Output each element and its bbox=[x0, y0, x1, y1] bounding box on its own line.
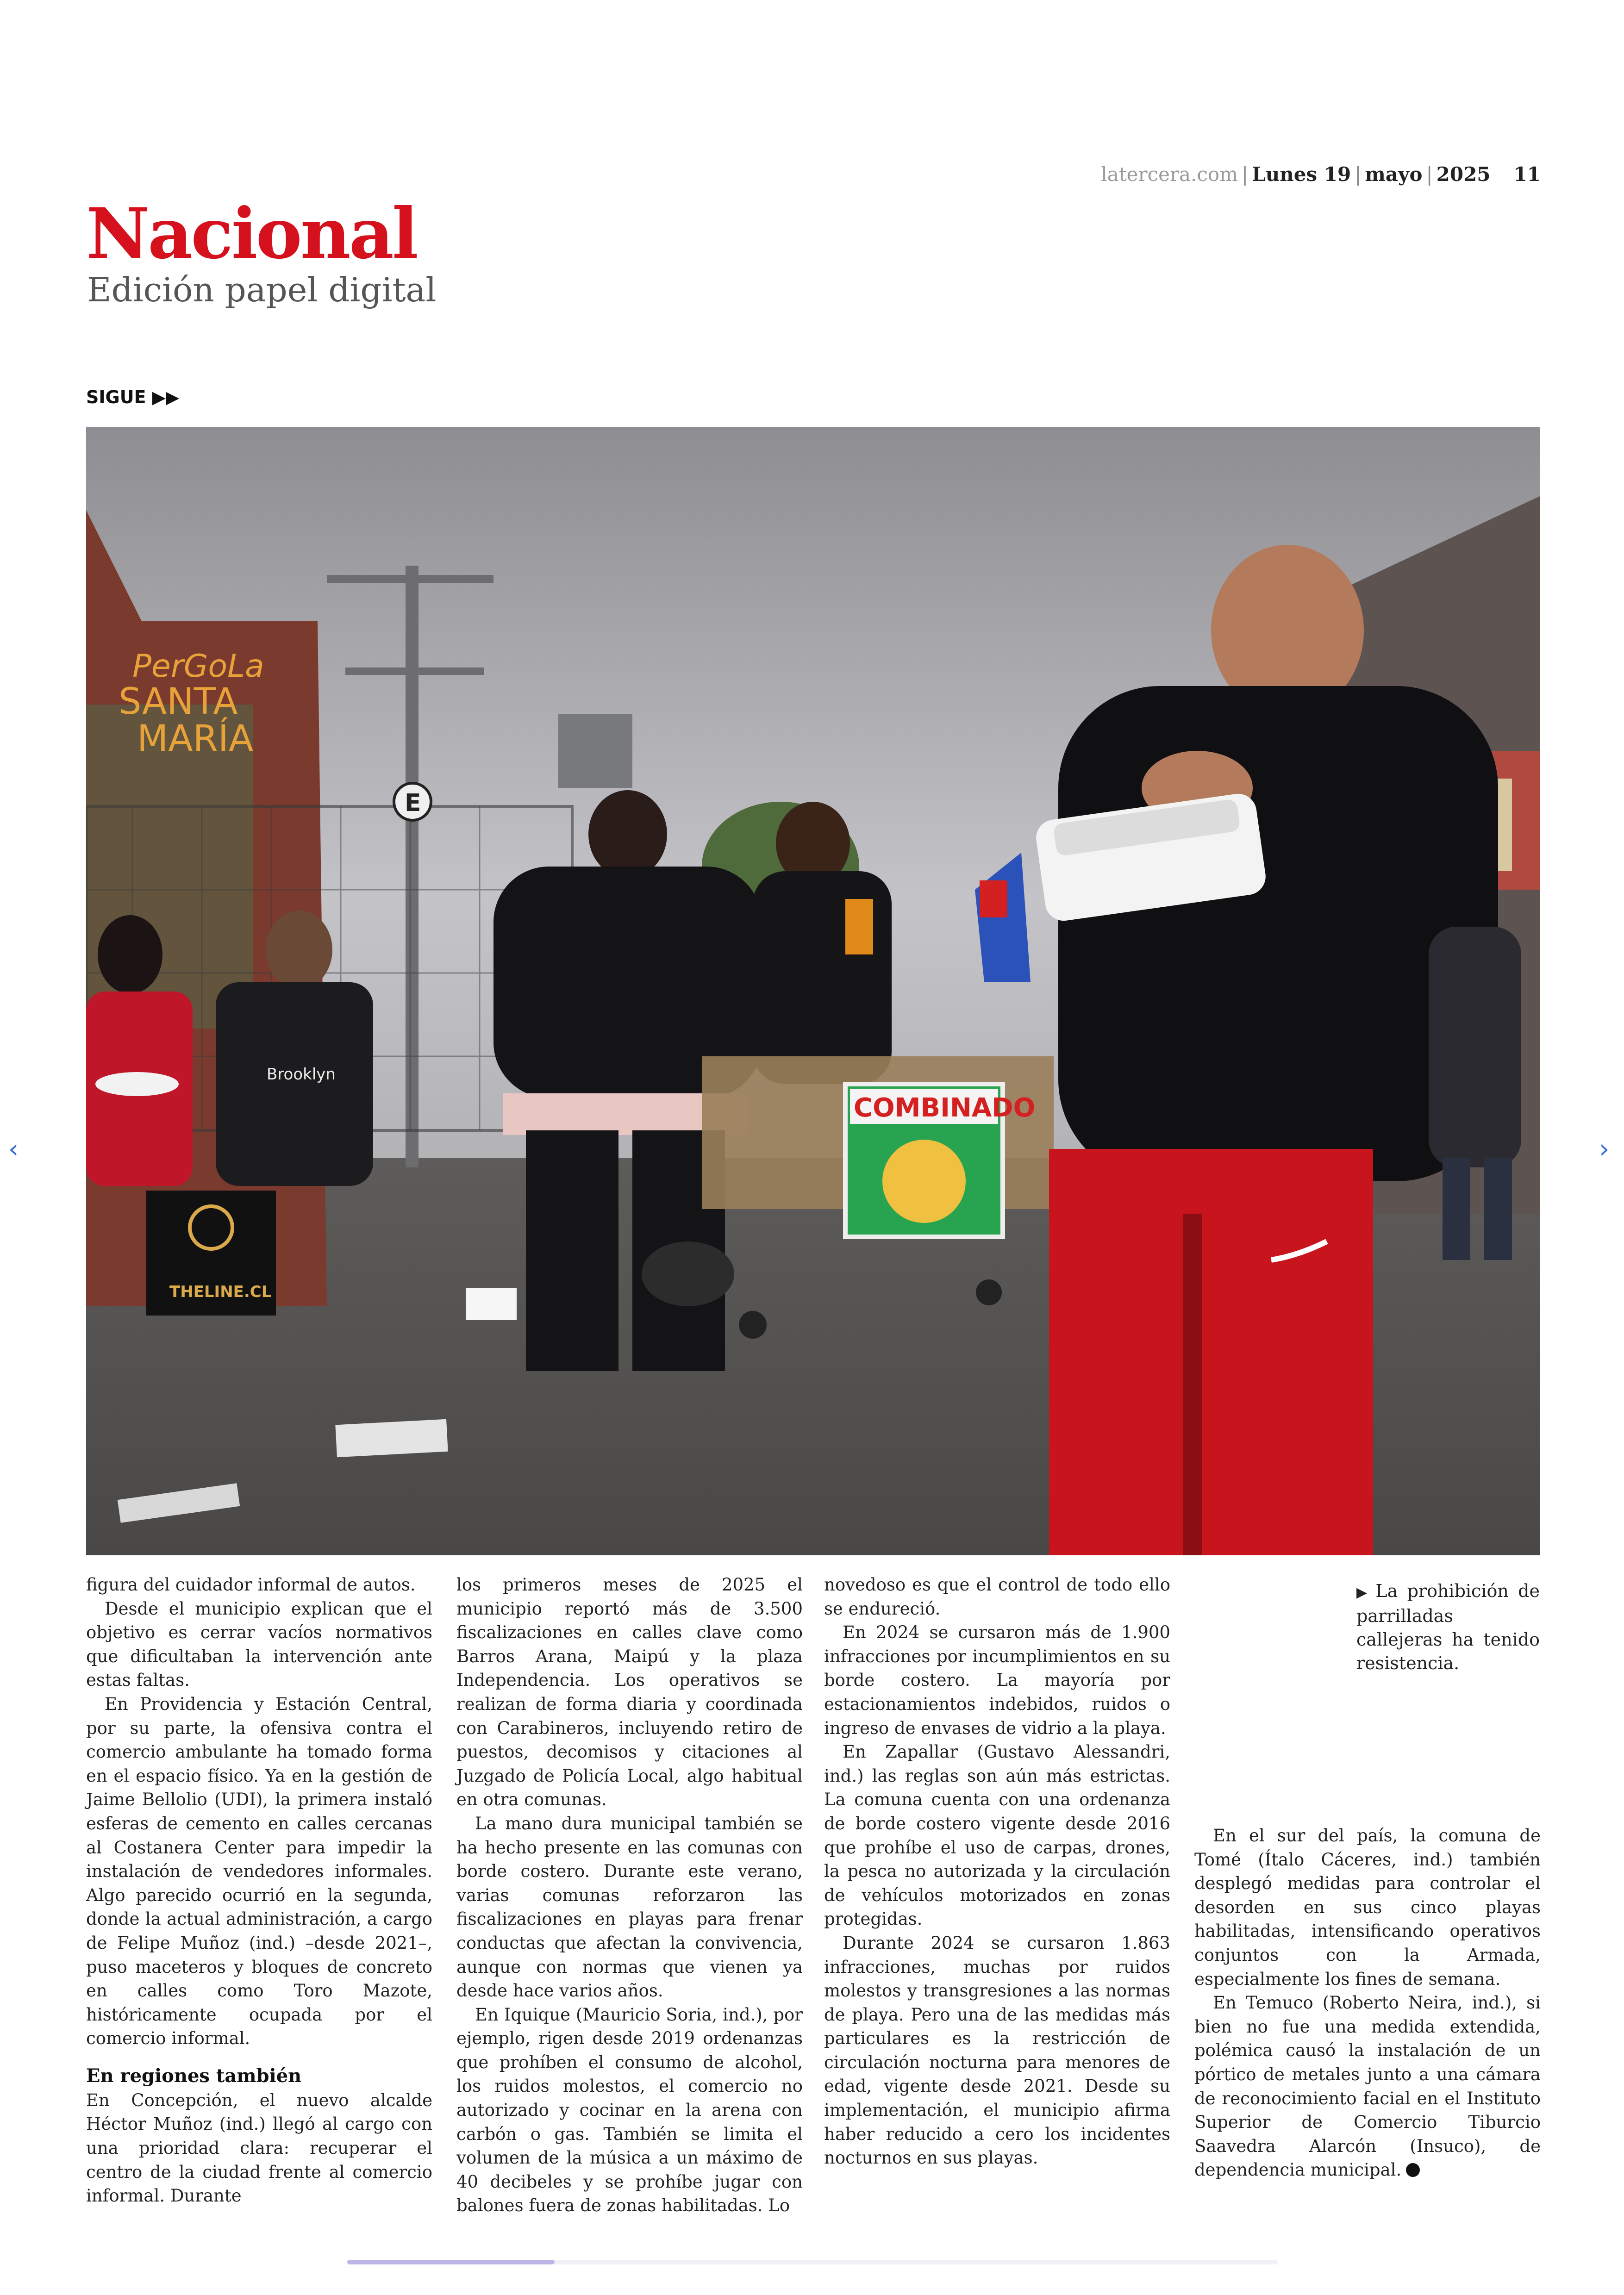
paragraph: los primeros meses de 2025 el municipio reportó más de 3.500 fiscalizaciones en calles clave como Barros Arana, Maipú y la plaza Independencia. Los operativos se realizan de forma diaria y coordinada con Carabineros, incluyendo retiro de puestos, decomisos y citaciones al Juzgado de Policía Local, algo habitual en otra comunas. bbox=[456, 1575, 803, 1810]
paragraph-final bbox=[1194, 1991, 1541, 2182]
date-day: Lunes 19 bbox=[1252, 163, 1351, 186]
pedestrian bbox=[1429, 927, 1521, 1167]
section-title: Nacional bbox=[86, 193, 417, 274]
double-arrow-icon: ▶▶ bbox=[152, 387, 180, 407]
standing-woman-head bbox=[588, 790, 667, 878]
bag-text: THELINE.CL bbox=[169, 1283, 272, 1301]
lamp-post bbox=[406, 566, 418, 1167]
folio-line: latercera.com | Lunes 19 | mayo | 2025 11 bbox=[1101, 163, 1541, 186]
paragraph: En el sur del país, la comuna de Tomé (Ítalo Cáceres, ind.) también desplegó medidas para controlar el desorden en sus cinco playas habilitadas, intensificando operativos conjuntos con la Armada, especialmente los fines de semana. bbox=[1194, 1826, 1541, 1989]
end-mark-icon bbox=[1406, 2163, 1420, 2177]
seated-woman-head bbox=[98, 915, 162, 994]
billboard bbox=[558, 714, 632, 788]
shirt-text: Brooklyn bbox=[267, 1065, 336, 1084]
photo-illustration bbox=[86, 427, 1540, 1555]
photo-caption bbox=[1356, 1579, 1540, 1675]
paragraph: En Zapallar (Gustavo Alessandri, ind.) las reglas son aún más estrictas. La comuna cuenta con una ordenanza de borde costero vigente desde 2016 que prohíbe el uso de carpas, drones, la pesca no autorizada y la circulación de vehículos motorizados en zonas protegidas. bbox=[824, 1742, 1170, 1929]
seated-man-body bbox=[216, 982, 373, 1186]
parking-sign-letter: E bbox=[405, 789, 421, 817]
paragraph: Desde el municipio explican que el objetivo es cerrar vacíos normativos que dificultaban la intervención ante estas faltas. bbox=[86, 1598, 432, 1690]
combinado-text: COMBINADO bbox=[854, 1093, 1036, 1123]
subheading: En regiones también bbox=[86, 2064, 302, 2087]
mural-text-3: MARÍA bbox=[137, 718, 254, 760]
article-column-2 bbox=[456, 1573, 803, 2218]
main-photo bbox=[86, 427, 1540, 1555]
paragraph: En Providencia y Estación Central, por su parte, la ofensiva contra el comercio ambulante ha tomado forma en el espacio físico. Ya en la gestión de Jaime Bellolio (UDI), la primera instaló esferas de cemento en calles cercanas al Costanera Center para impedir la instalación de vendedores informales. Algo parecido ocurrió en la segunda, donde la actual administración, a cargo de Felipe Muñoz (ind.) –desde 2021–, puso maceteros y bloques de concreto en calles como Toro Mazote, históricamente ocupada por el comercio informal. bbox=[86, 1694, 432, 2049]
paragraph-text: En Temuco (Roberto Neira, ind.), si bien no fue una medida extendida, polémica causó la instalación de un pórtico de metales junto a una cámara de reconocimiento facial en el Instituto Superior de Comercio Tiburcio Saavedra Alarcón (Insuco), de dependencia municipal. bbox=[1194, 1993, 1541, 2180]
eating-man-pants bbox=[1049, 1149, 1373, 1555]
page-number: 11 bbox=[1513, 163, 1541, 186]
paragraph: En 2024 se cursaron más de 1.900 infracciones por incumplimientos en su borde costero. La mayoría por estacionamientos indebidos, ruidos o ingreso de envases de vidrio a la playa. bbox=[824, 1622, 1170, 1738]
article-column-1 bbox=[86, 1573, 432, 2208]
paragraph: Durante 2024 se cursaron 1.863 infracciones, muchas por ruidos molestos y transgresiones a las normas de playa. Pero una de las medidas más particulares es la restricción de circulación nocturna para menores de edad, vigente desde 2021. Desde su implementación, el municipio afirma haber reducido a cero los incidentes nocturnos en sus playas. bbox=[824, 1933, 1170, 2168]
litter bbox=[335, 1419, 448, 1457]
site-name: latercera.com bbox=[1101, 163, 1238, 186]
next-page-icon[interactable]: › bbox=[1599, 1134, 1610, 1164]
caption-text: La prohibición de parrilladas callejeras ha tenido resistencia. bbox=[1356, 1581, 1540, 1673]
section-subtitle: Edición papel digital bbox=[87, 270, 437, 309]
continues-label bbox=[86, 387, 179, 407]
paragraph: En Iquique (Mauricio Soria, ind.), por ejemplo, rigen desde 2019 ordenanzas que prohíben el consumo de alcohol, los ruidos molestos, el comercio no autorizado y cocinar en la arena con carbón o gas. También se limita el volumen de la música a un máximo de 40 decibeles y se prohíbe jugar con balones fuera de zonas habilitadas. Lo bbox=[456, 2004, 803, 2216]
article-column-3 bbox=[824, 1573, 1170, 2170]
mural-text-1: PerGoLa bbox=[132, 648, 264, 685]
scrollbar-thumb[interactable] bbox=[347, 2260, 555, 2264]
stone-bowl bbox=[642, 1241, 734, 1306]
mural-text-2: SANTA bbox=[119, 681, 238, 723]
previous-page-icon[interactable]: ‹ bbox=[8, 1134, 19, 1164]
date-month: mayo bbox=[1365, 163, 1423, 186]
paragraph: novedoso es que el control de todo ello se endureció. bbox=[824, 1575, 1170, 1619]
article-column-4 bbox=[1194, 1824, 1541, 2182]
paragraph: figura del cuidador informal de autos. bbox=[86, 1575, 416, 1595]
seated-man-head bbox=[266, 911, 332, 989]
date-year: 2025 bbox=[1436, 163, 1491, 186]
paragraph: En Concepción, el nuevo alcalde Héctor Muñoz (ind.) llegó al cargo con una prioridad clara: recuperar el centro de la ciudad frente al comercio informal. Durante bbox=[86, 2090, 432, 2206]
caption-arrow-icon: ▶ bbox=[1356, 1584, 1371, 1601]
sigue-text: SIGUE bbox=[86, 387, 146, 407]
paragraph: La mano dura municipal también se ha hecho presente en las comunas con borde costero. Durante este verano, varias comunas reforzaron las fiscalizaciones en playas para frenar conductas que afectan la convivencia, aunque con normas que vienen ya desde hace varios años. bbox=[456, 1813, 803, 2001]
